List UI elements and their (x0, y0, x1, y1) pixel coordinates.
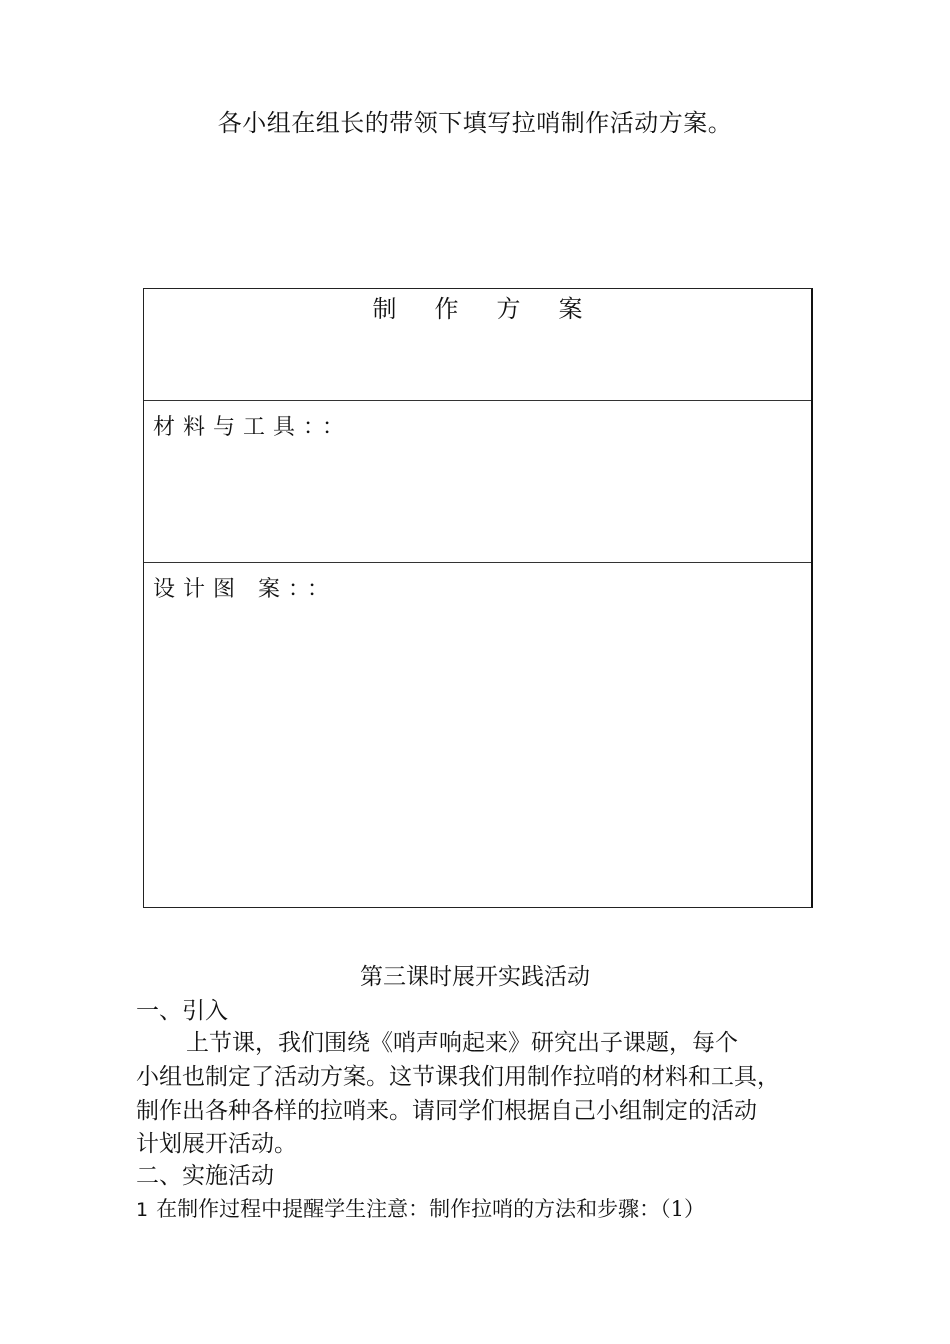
step-number: 1 (136, 1199, 149, 1221)
step-text: 在制作过程中提醒学生注意：制作拉哨的方法和步骤：（1） (156, 1197, 705, 1221)
intro-paragraph-line-4: 计划展开活动。 (136, 1131, 297, 1157)
implementation-step-1 (136, 1193, 705, 1223)
section-implementation-heading: 二、实施活动 (136, 1163, 274, 1189)
materials-tools-label: 材料与工具：： (153, 415, 353, 440)
plan-table-title: 制作方案 (372, 295, 621, 323)
lesson-title: 第三课时展开实践活动 (360, 964, 590, 990)
production-plan-table (143, 288, 813, 908)
design-pattern-row (144, 563, 811, 907)
intro-paragraph-line-3: 制作出各种各样的拉哨来。请同学们根据自己小组制定的活动 (136, 1098, 757, 1124)
plan-title-row (144, 289, 811, 401)
intro-paragraph-line-2: 小组也制定了活动方案。这节课我们用制作拉哨的材料和工具， (136, 1064, 780, 1090)
intro-instruction: 各小组在组长的带领下填写拉哨制作活动方案。 (217, 109, 733, 137)
materials-tools-row (144, 401, 811, 563)
design-pattern-label: 设计图 案：： (153, 577, 337, 602)
intro-paragraph-line-1: 上节课，我们围绕《哨声响起来》研究出子课题，每个 (186, 1030, 738, 1056)
section-intro-heading: 一、引入 (136, 998, 228, 1024)
